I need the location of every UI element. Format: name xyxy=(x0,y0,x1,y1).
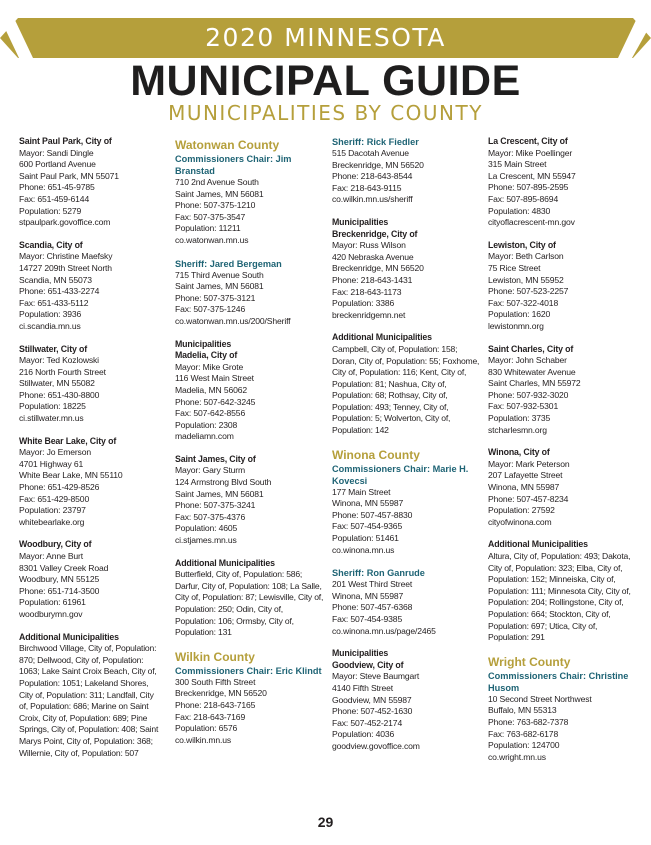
sheriff-entry xyxy=(332,136,482,206)
entry-line: Fax: 507-932-5301 xyxy=(488,401,559,412)
entry-line: Breckenridge, MN 56520 xyxy=(175,688,267,699)
entry-line: Phone: 218-643-8544 xyxy=(332,171,413,182)
entry-line: Population: 4036 xyxy=(332,729,395,740)
county-section xyxy=(175,650,325,747)
additional-municipalities xyxy=(488,539,638,643)
entry-line: 207 Lafayette Street xyxy=(488,470,563,481)
municipality-entry xyxy=(19,539,159,620)
county-section xyxy=(332,448,482,557)
entry-line: 4701 Highway 61 xyxy=(19,458,84,469)
entry-line: Winona, MN 55987 xyxy=(488,482,560,493)
city-name: Saint James, City of xyxy=(175,453,256,464)
entry-line: 14727 209th Street North xyxy=(19,262,112,273)
entry-line: Mayor: Mike Poellinger xyxy=(488,147,573,158)
entry-line: Mayor: Beth Carlson xyxy=(488,251,564,262)
entry-line: Saint James, MN 56081 xyxy=(175,188,264,199)
entry-line: Saint Charles, MN 55972 xyxy=(488,378,581,389)
section-heading: Municipalities xyxy=(332,216,389,227)
section-heading: Additional Municipalities xyxy=(332,332,432,343)
website-link[interactable]: co.winona.mn.us/page/2465 xyxy=(332,625,436,636)
entry-line: Saint James, MN 56081 xyxy=(175,281,264,292)
county-name: Wright County xyxy=(488,654,571,669)
municipality-entry xyxy=(19,240,159,333)
city-name: Goodview, City of xyxy=(332,659,404,670)
entry-line: 830 Whitewater Avenue xyxy=(488,366,576,377)
entry-line: Mayor: Sandi Dingle xyxy=(19,147,94,158)
entry-line: Population: 18225 xyxy=(19,401,86,412)
entry-line: Population: 3735 xyxy=(488,413,551,424)
sheriff-entry xyxy=(175,258,325,328)
entry-line: Fax: 763-682-6178 xyxy=(488,728,559,739)
entry-line: Population: 6576 xyxy=(175,723,238,734)
website-link[interactable]: co.winona.mn.us xyxy=(332,544,395,555)
website-link[interactable]: whitebearlake.org xyxy=(19,516,85,527)
section-heading: Additional Municipalities xyxy=(175,557,275,568)
section-heading: Additional Municipalities xyxy=(488,539,588,550)
city-name: Stillwater, City of xyxy=(19,343,88,354)
entry-line: Fax: 651-429-8500 xyxy=(19,493,90,504)
entry-line: Fax: 651-433-5112 xyxy=(19,297,89,308)
entry-line: Madelia, MN 56062 xyxy=(175,384,247,395)
entry-line: Population: 124700 xyxy=(488,740,560,751)
sheriff-name: Sheriff: Rick Fiedler xyxy=(332,137,419,147)
entry-line: Mayor: Mike Grote xyxy=(175,361,244,372)
entry-line: 177 Main Street xyxy=(332,486,391,497)
website-link[interactable]: ci.scandia.mn.us xyxy=(19,320,81,331)
city-name: Scandia, City of xyxy=(19,239,83,250)
column-3 xyxy=(332,136,482,764)
entry-line: 216 North Fourth Street xyxy=(19,366,106,377)
page-number: 29 xyxy=(317,814,334,830)
entry-line: Mayor: Anne Burt xyxy=(19,551,83,561)
website-link[interactable]: goodview.govoffice.com xyxy=(332,740,420,751)
municipality-entry xyxy=(488,344,638,437)
entry-line: Scandia, MN 55073 xyxy=(19,274,92,285)
commissioners-chair: Commissioners Chair: Eric Klindt xyxy=(175,665,322,676)
entry-line: Mayor: Gary Sturm xyxy=(175,465,246,476)
entry-line: 75 Rice Street xyxy=(488,262,541,273)
entry-line: Fax: 507-375-1246 xyxy=(175,304,246,315)
entry-line: Fax: 218-643-9115 xyxy=(332,182,402,193)
entry-line: Phone: 507-523-2257 xyxy=(488,286,569,297)
entry-line: Winona, MN 55987 xyxy=(332,498,404,509)
entry-line: 300 South Fifth Street xyxy=(175,676,256,687)
entry-line: Mayor: Russ Wilson xyxy=(332,240,406,251)
entry-line: Population: 61961 xyxy=(19,597,86,608)
municipality-entry xyxy=(488,240,638,333)
entry-line: Population: 5279 xyxy=(19,205,82,216)
website-link[interactable]: madeliamn.com xyxy=(175,431,234,442)
website-link[interactable]: breckenridgemn.net xyxy=(332,309,406,320)
municipality-entry xyxy=(175,339,325,443)
entry-line: Mayor: Christine Maefsky xyxy=(19,251,113,262)
additional-municipalities xyxy=(19,632,159,760)
sheriff-entry xyxy=(332,567,482,637)
entry-line: Mayor: John Schaber xyxy=(488,355,567,366)
county-name: Wilkin County xyxy=(175,649,255,664)
column-4 xyxy=(488,136,638,774)
entry-line: 124 Armstrong Blvd South xyxy=(175,477,272,488)
entry-line: Phone: 651-714-3500 xyxy=(19,585,100,596)
entry-line: Mayor: Ted Kozlowski xyxy=(19,355,99,366)
entry-line: 600 Portland Avenue xyxy=(19,159,96,170)
section-heading: Municipalities xyxy=(175,338,232,349)
entry-line: Mayor: Jo Emerson xyxy=(19,447,91,458)
entry-line: Phone: 651-433-2274 xyxy=(19,286,100,297)
entry-line: Population: 2308 xyxy=(175,419,238,430)
entry-line: Fax: 507-375-4376 xyxy=(175,511,246,522)
website-link[interactable]: ci.stillwater.mn.us xyxy=(19,413,84,424)
municipality-entry xyxy=(488,136,638,229)
entry-line: 8301 Valley Creek Road xyxy=(19,562,109,573)
entry-line: Phone: 507-457-6368 xyxy=(332,602,413,613)
website-link[interactable]: woodburymn.gov xyxy=(19,608,83,619)
website-link[interactable]: ci.stjames.mn.us xyxy=(175,535,237,546)
entry-line: Mayor: Mark Peterson xyxy=(488,458,570,469)
entry-line: Phone: 507-932-3020 xyxy=(488,389,569,400)
city-name: La Crescent, City of xyxy=(488,136,568,146)
website-link[interactable]: co.wright.mn.us xyxy=(488,751,546,762)
website-link[interactable]: cityoflacrescent-mn.gov xyxy=(488,217,575,228)
entry-line: Saint Paul Park, MN 55071 xyxy=(19,170,119,181)
municipality-entry xyxy=(19,136,159,229)
municipality-list: Butterfield, City of, Population: 586; Darfur, City of, Population: 108; La Salle, City of, Population: 87; Lewisville, City of, Population: 250; Odin, City of, Population: 106; Ormsby, City of, Population: 131 xyxy=(175,569,324,638)
entry-line: La Crescent, MN 55947 xyxy=(488,170,576,181)
city-name: White Bear Lake, City of xyxy=(19,435,117,446)
entry-line: Fax: 507-452-2174 xyxy=(332,717,403,728)
entry-line: 715 Third Avenue South xyxy=(175,269,264,280)
entry-line: Phone: 507-452-1630 xyxy=(332,706,413,717)
entry-line: Population: 3386 xyxy=(332,298,395,309)
entry-line: Phone: 651-45-9785 xyxy=(19,182,95,193)
entry-line: Phone: 507-642-3245 xyxy=(175,396,256,407)
city-name: Breckenridge, City of xyxy=(332,228,418,239)
entry-line: Mayor: Steve Baumgart xyxy=(332,671,420,682)
entry-line: Population: 27592 xyxy=(488,505,555,516)
entry-line: White Bear Lake, MN 55110 xyxy=(19,470,123,481)
entry-line: Saint James, MN 56081 xyxy=(175,488,264,499)
municipality-list: Altura, City of, Population: 493; Dakota, City of, Population: 323; Elba, City of, Population: 152; Minneiska, City of, Population: 111; Minnesota City, City of, Population: 204; Rollingstone, City of, Population: 664; Stockton, City of, Population: 697; Utica, City of, Population: 291 xyxy=(488,551,631,643)
entry-line: Fax: 507-642-8556 xyxy=(175,408,246,419)
website-link[interactable]: co.watonwan.mn.us/200/Sheriff xyxy=(175,315,291,326)
entry-line: Phone: 507-375-1210 xyxy=(175,200,256,211)
municipality-entry xyxy=(488,447,638,528)
entry-line: Phone: 507-375-3121 xyxy=(175,292,256,303)
entry-line: Population: 23797 xyxy=(19,505,86,516)
entry-line: Population: 51461 xyxy=(332,533,399,544)
entry-line: Breckenridge, MN 56520 xyxy=(332,159,424,170)
entry-line: Phone: 651-429-8526 xyxy=(19,482,100,493)
county-section xyxy=(488,655,638,764)
entry-line: Winona, MN 55987 xyxy=(332,590,404,601)
municipality-entry xyxy=(332,648,482,752)
county-section xyxy=(175,138,325,247)
city-name: Lewiston, City of xyxy=(488,239,556,250)
section-heading: Additional Municipalities xyxy=(19,631,119,642)
municipality-entry xyxy=(19,344,159,425)
entry-line: Phone: 507-375-3241 xyxy=(175,500,256,511)
commissioners-chair: Commissioners Chair: Marie H. Kovecsi xyxy=(332,463,469,486)
entry-line: Breckenridge, MN 56520 xyxy=(332,263,424,274)
website-link[interactable]: stpaulpark.govoffice.com xyxy=(19,217,111,228)
column-1 xyxy=(19,136,159,770)
entry-line: 201 West Third Street xyxy=(332,579,413,590)
additional-municipalities xyxy=(175,558,325,639)
page-subtitle: MUNICIPALITIES BY COUNTY xyxy=(168,101,483,125)
entry-line: Phone: 218-643-1431 xyxy=(332,274,413,285)
city-name: Saint Charles, City of xyxy=(488,343,574,354)
entry-line: Phone: 651-430-8800 xyxy=(19,389,100,400)
county-name: Watonwan County xyxy=(175,138,280,152)
entry-line: 315 Main Street xyxy=(488,159,547,170)
entry-line: 420 Nebraska Avenue xyxy=(332,251,414,262)
municipality-entry xyxy=(175,454,325,547)
entry-line: Phone: 507-457-8234 xyxy=(488,493,569,504)
entry-line: Goodview, MN 55987 xyxy=(332,694,412,705)
entry-line: Fax: 507-454-9365 xyxy=(332,521,403,532)
entry-line: Fax: 507-322-4018 xyxy=(488,297,559,308)
entry-line: Fax: 507-375-3547 xyxy=(175,211,246,222)
municipality-entry xyxy=(332,217,482,321)
entry-line: Lewiston, MN 55952 xyxy=(488,274,564,285)
entry-line: 4140 Fifth Street xyxy=(332,682,393,693)
page-title: MUNICIPAL GUIDE xyxy=(130,57,521,105)
entry-line: Fax: 218-643-1173 xyxy=(332,286,402,297)
website-link[interactable]: co.wilkin.mn.us/sheriff xyxy=(332,194,413,205)
top-banner xyxy=(0,18,651,58)
entry-line: Phone: 763-682-7378 xyxy=(488,716,569,727)
county-name: Winona County xyxy=(332,447,420,462)
entry-line: Population: 11211 xyxy=(175,223,241,234)
entry-line: Phone: 507-457-8830 xyxy=(332,509,413,520)
entry-line: Stillwater, MN 55082 xyxy=(19,378,95,389)
entry-line: 515 Dacotah Avenue xyxy=(332,148,409,158)
website-link[interactable]: stcharlesmn.org xyxy=(488,424,547,435)
sheriff-name: Sheriff: Jared Bergeman xyxy=(175,258,282,269)
website-link[interactable]: co.wilkin.mn.us xyxy=(175,734,232,745)
website-link[interactable]: lewistonmn.org xyxy=(488,320,544,331)
entry-line: Population: 4830 xyxy=(488,205,551,216)
entry-line: Woodbury, MN 55125 xyxy=(19,574,100,585)
entry-line: Phone: 507-895-2595 xyxy=(488,182,569,193)
entry-line: Population: 3936 xyxy=(19,309,82,320)
entry-line: 116 West Main Street xyxy=(175,373,254,384)
sheriff-name: Sheriff: Ron Ganrude xyxy=(332,568,425,579)
city-name: Woodbury, City of xyxy=(19,539,92,550)
entry-line: Fax: 651-459-6144 xyxy=(19,193,90,204)
entry-line: Fax: 507-454-9385 xyxy=(332,614,403,624)
section-heading: Municipalities xyxy=(332,648,389,659)
commissioners-chair: Commissioners Chair: Christine Husom xyxy=(488,670,629,693)
additional-municipalities xyxy=(332,332,482,436)
city-name: Winona, City of xyxy=(488,447,550,458)
entry-line: Population: 1620 xyxy=(488,309,551,320)
entry-line: 10 Second Street Northwest xyxy=(488,693,592,704)
banner-text: 2020 MINNESOTA xyxy=(205,23,446,52)
entry-line: Fax: 218-643-7169 xyxy=(175,711,246,722)
entry-line: 710 2nd Avenue South xyxy=(175,177,259,187)
municipality-list: Campbell, City of, Population: 158; Doran, City of, Population: 55; Foxhome, City of, Population: 116; Kent, City of, Population: 81; Nashua, City of, Population: 68; Rothsay, City of, Population: 493; Tenney, City of, Population: 5; Wolverton, City of, Population: 142 xyxy=(332,343,480,436)
municipality-list: Birchwood Village, City of, Population: 870; Dellwood, City of, Population: 1063; Lake Saint Croix Beach, City of, Population: 1051; Lakeland Shores, City of, Population: 311; Landfall, City of, Population: 686; Marine on Saint Croix, City of, Population: 689; Pine Springs, City of, Population: 408; Saint Marys Point, City of, Population: 368; Willernie, City of, Population: 507 xyxy=(19,643,159,758)
municipality-entry xyxy=(19,436,159,529)
entry-line: Buffalo, MN 55313 xyxy=(488,705,557,716)
column-2 xyxy=(175,136,325,757)
entry-line: Fax: 507-895-8694 xyxy=(488,193,559,204)
commissioners-chair: Commissioners Chair: Jim Branstad xyxy=(175,154,292,176)
entry-line: Phone: 218-643-7165 xyxy=(175,699,256,710)
city-name: Madelia, City of xyxy=(175,350,238,361)
city-name: Saint Paul Park, City of xyxy=(19,136,112,146)
website-link[interactable]: cityofwinona.com xyxy=(488,516,552,527)
website-link[interactable]: co.watonwan.mn.us xyxy=(175,234,249,245)
entry-line: Population: 4605 xyxy=(175,523,238,534)
